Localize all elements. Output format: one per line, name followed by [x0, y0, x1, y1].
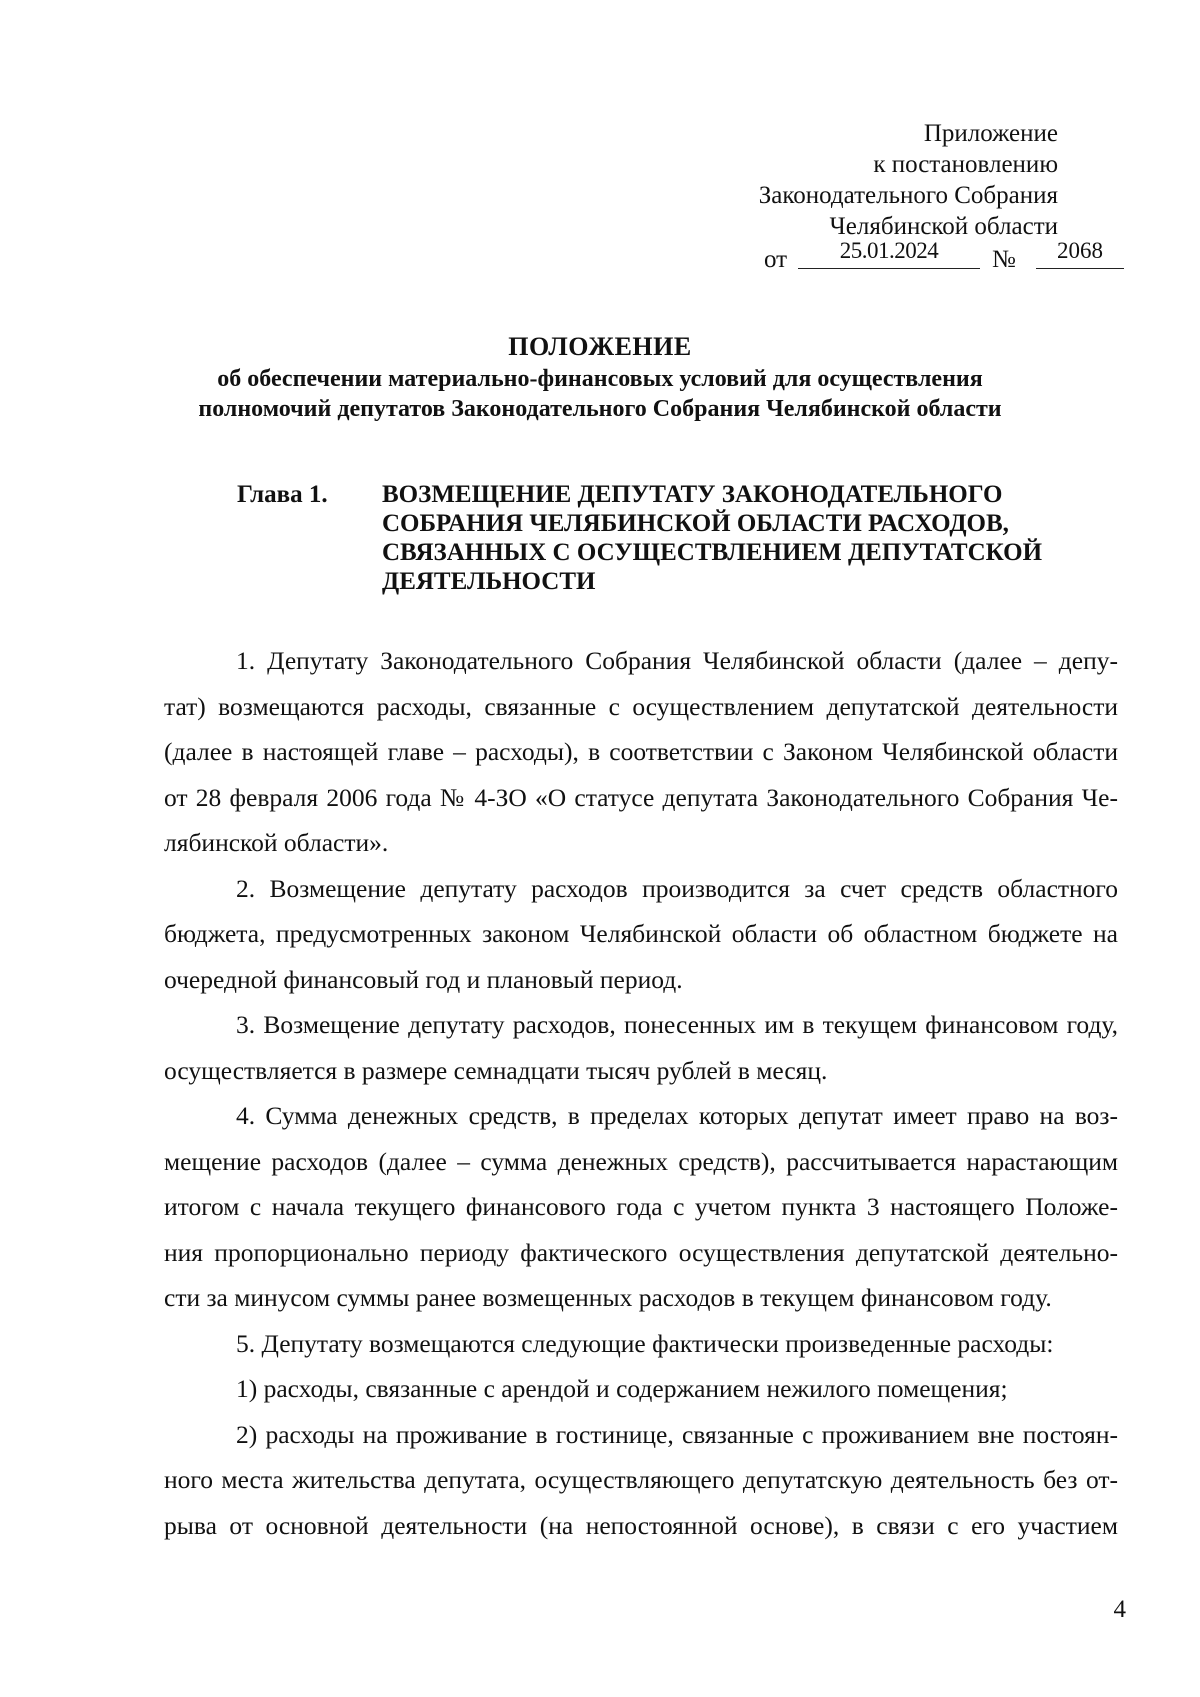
body-line: лябинской области». — [164, 828, 389, 857]
annex-date-line — [764, 238, 1126, 272]
body-line: 1) расходы, связанные с арендой и содержанием нежилого помещения; — [236, 1374, 1008, 1403]
body-line: сти за минусом суммы ранее возмещенных расходов в текущем финансовом году. — [164, 1283, 1052, 1312]
annex-header — [759, 118, 1058, 242]
title-sub-line: об обеспечении материально-финансовых условий для осуществления — [217, 366, 983, 392]
chapter-title — [382, 480, 1102, 596]
body-line: 5. Депутату возмещаются следующие фактически произведенные расходы: — [236, 1328, 1054, 1358]
body-line: 1. Депутату Законодательного Собрания Челябинской области (далее – депу- — [236, 646, 1118, 675]
body-line: (далее в настоящей главе – расходы), в соответствии с Законом Челябинской области — [164, 737, 1118, 766]
body-line: 2. Возмещение депутату расходов производится за счет средств областного — [236, 873, 1118, 903]
page-number: 4 — [1113, 1596, 1126, 1623]
annex-line: Законодательного Собрания — [758, 182, 1058, 209]
document-title — [0, 330, 1200, 424]
chapter-title-line: ВОЗМЕЩЕНИЕ ДЕПУТАТУ ЗАКОНОДАТЕЛЬНОГО — [382, 481, 1003, 508]
body-line: от 28 февраля 2006 года № 4-ЗО «О статусе депутата Законодательного Собрания Че- — [164, 782, 1118, 812]
chapter-title-line: СОБРАНИЯ ЧЕЛЯБИНСКОЙ ОБЛАСТИ РАСХОДОВ, — [382, 510, 1009, 537]
body-line: мещение расходов (далее – сумма денежных средств), рассчитывается нарастающим — [164, 1146, 1118, 1176]
body-text — [164, 638, 1118, 1548]
body-line: рыва от основной деятельности (на непостоянной основе), в связи с его участием — [164, 1510, 1118, 1540]
body-line: ния пропорционально периоду фактического осуществления депутатской деятельно- — [164, 1237, 1118, 1267]
annex-line: Челябинской области — [829, 213, 1058, 240]
body-line: очередной финансовый год и плановый период. — [164, 964, 683, 994]
body-line: осуществляется в размере семнадцати тысяч рублей в месяц. — [164, 1055, 828, 1085]
body-line: 3. Возмещение депутату расходов, понесенных им в текущем финансовом году, — [236, 1010, 1118, 1039]
body-line: бюджета, предусмотренных законом Челябинской области об областном бюджете на — [164, 919, 1118, 948]
title-sub-line: полномочий депутатов Законодательного Собрания Челябинской области — [198, 396, 1002, 422]
chapter-title-line: ДЕЯТЕЛЬНОСТИ — [382, 568, 596, 595]
annex-line: к постановлению — [873, 151, 1058, 178]
decree-number: 2068 — [1036, 238, 1124, 269]
date-prefix: от — [764, 246, 788, 273]
decree-date: 25.01.2024 — [798, 238, 980, 269]
body-line: итогом с начала текущего финансового года с учетом пункта 3 настоящего Положе- — [164, 1192, 1118, 1221]
chapter-title-line: СВЯЗАННЫХ С ОСУЩЕСТВЛЕНИЕМ ДЕПУТАТСКОЙ — [382, 539, 1043, 566]
title-main: ПОЛОЖЕНИЕ — [508, 332, 692, 361]
number-prefix: № — [992, 246, 1016, 273]
annex-line: Приложение — [923, 120, 1058, 147]
body-line: тат) возмещаются расходы, связанные с осуществлением депутатской деятельности — [164, 691, 1118, 721]
body-line: 4. Сумма денежных средств, в пределах которых депутат имеет право на воз- — [236, 1101, 1118, 1130]
body-line: 2) расходы на проживание в гостинице, связанные с проживанием вне постоян- — [236, 1419, 1118, 1449]
chapter-number: Глава 1. — [237, 481, 328, 508]
body-line: ного места жительства депутата, осуществляющего депутатскую деятельность без от- — [164, 1465, 1118, 1494]
